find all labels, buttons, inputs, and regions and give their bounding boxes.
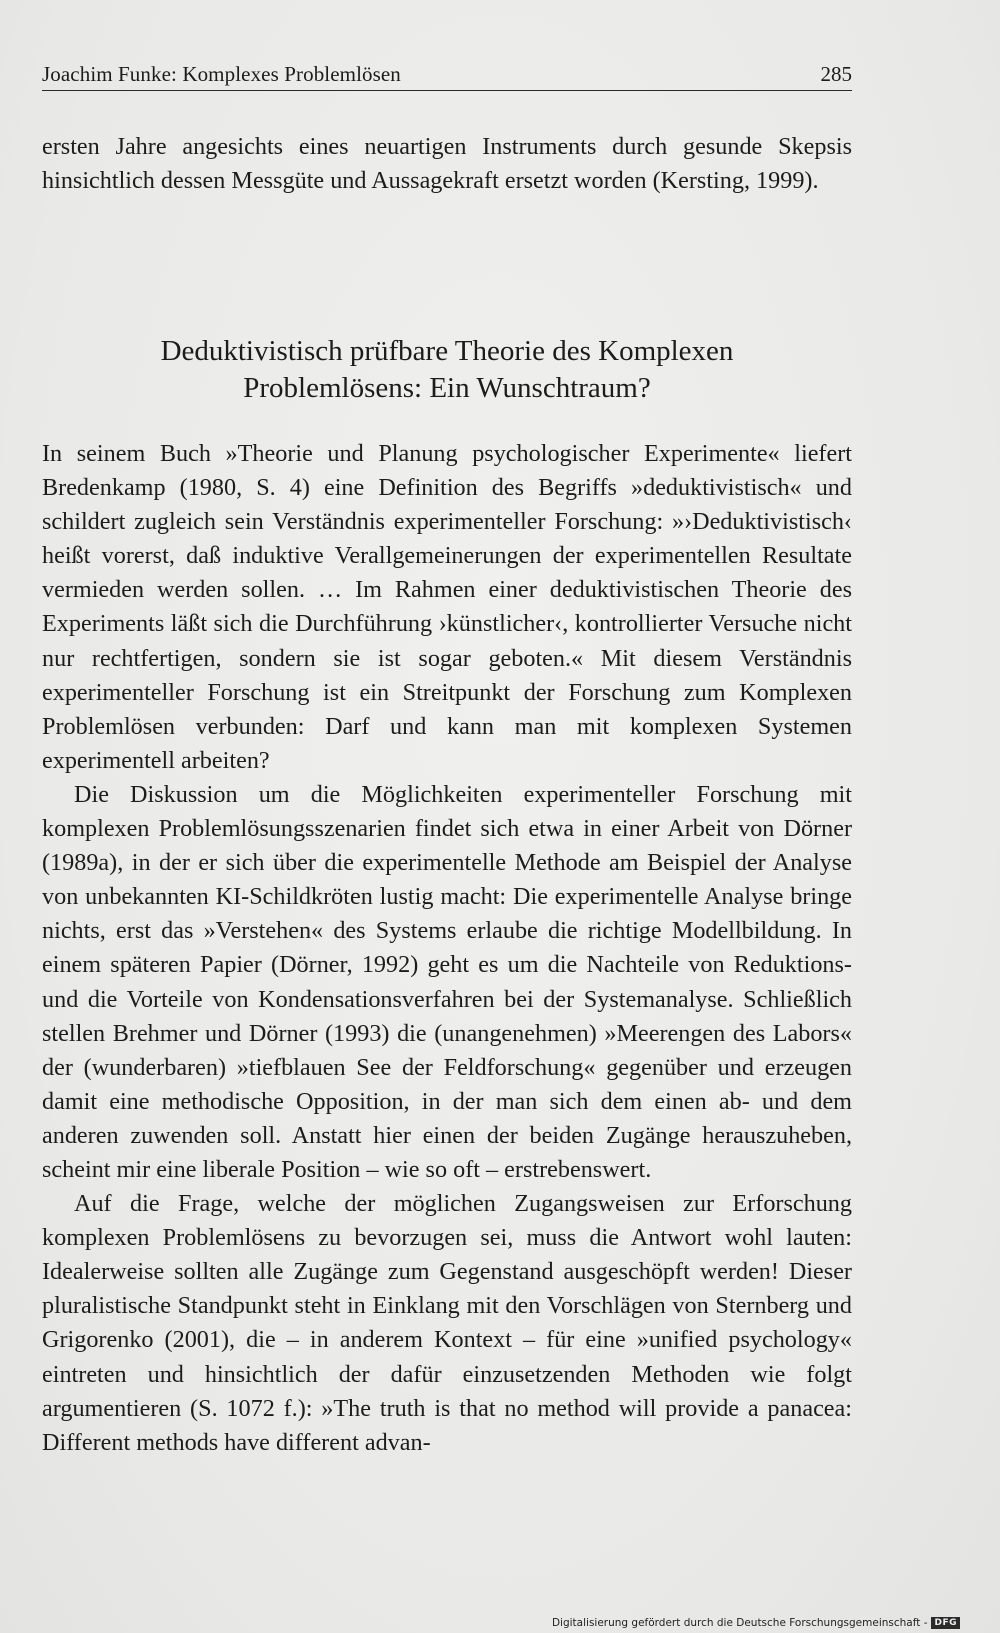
footer-text: Digitalisierung gefördert durch die Deutsche Forschungsgemeinschaft -: [551, 1617, 928, 1629]
dfg-logo: DFG: [931, 1617, 960, 1629]
running-title: Joachim Funke: Komplexes Problemlösen: [42, 62, 401, 86]
paragraph-1: In seinem Buch »Theorie und Planung psychologischer Experimente« liefert Bredenkamp (1980, S. 4) eine Definition des Begriffs »deduktivistisch« und schildert zugleich sein Verständnis experimenteller Forschung: »›Deduktivistisch‹ heißt vorerst, daß induktive Verallgemeinerungen der experimentellen Resultate vermieden werden sollen. … Im Rahmen einer deduktivistischen Theorie des Experiments läßt sich die Durchführung ›künstlicher‹, kontrollierter Versuche nicht nur rechtfertigen, sondern sie ist sogar geboten.« Mit diesem Verständnis experimenteller Forschung ist ein Streitpunkt der Forschung zum Komplexen Problemlösen verbunden: Darf und kann man mit komplexen Systemen experimentell arbeiten?: [42, 440, 852, 774]
paragraph-3: Auf die Frage, welche der möglichen Zugangsweisen zur Erforschung komplexen Problemlösens zu bevorzugen sei, muss die Antwort wohl lauten: Idealerweise sollten alle Zugänge zum Gegenstand ausgeschöpft werden! Dieser pluralistische Standpunkt steht in Einklang mit den Vorschlägen von Sternberg und Grigorenko (2001), die – in anderem Kontext – für eine »unified psychology« eintreten und hinsichtlich der dafür einzusetzenden Methoden wie folgt argumentieren (S. 1072 f.): »The truth is that no method will provide a panacea: Different methods have different advan-: [42, 1190, 852, 1456]
section-heading: [42, 333, 852, 407]
section-heading-line-2: Problemlösens: Ein Wunschtraum?: [243, 372, 651, 404]
paragraph-2: Die Diskussion um die Möglichkeiten experimenteller Forschung mit komplexen Problemlösungsszenarien findet sich etwa in einer Arbeit von Dörner (1989a), in der er sich über die experimentelle Methode am Beispiel der Analyse von unbekannten KI-Schildkröten lustig macht: Die experimentelle Analyse bringe nichts, erst das »Verstehen« des Systems erlaube die richtige Modellbildung. In einem späteren Papier (Dörner, 1992) geht es um die Nachteile von Reduktions- und die Vorteile von Kondensationsverfahren bei der Systemanalyse. Schließlich stellen Brehmer und Dörner (1993) die (unangenehmen) »Meerengen des Labors« der (wunderbaren) »tiefblauen See der Feldforschung« gegenüber und erzeugen damit eine methodische Opposition, in der man sich dem einen ab- und dem anderen zuwenden soll. Anstatt hier einen der beiden Zugänge herauszuheben, scheint mir eine liberale Position – wie so oft – erstrebenswert.: [42, 780, 852, 1183]
page-number: 285: [820, 62, 852, 86]
intro-paragraph: ersten Jahre angesichts eines neuartigen Instruments durch gesunde Skepsis hinsichtlich dessen Messgüte und Aussagekraft ersetzt worden (Kersting, 1999).: [42, 133, 852, 195]
section-body: [42, 437, 852, 1460]
digitization-footer: [552, 1617, 960, 1629]
section-heading-line-1: Deduktivistisch prüfbare Theorie des Komplexen: [160, 335, 734, 367]
page-header: [42, 60, 852, 91]
intro-text-block: [42, 130, 852, 198]
